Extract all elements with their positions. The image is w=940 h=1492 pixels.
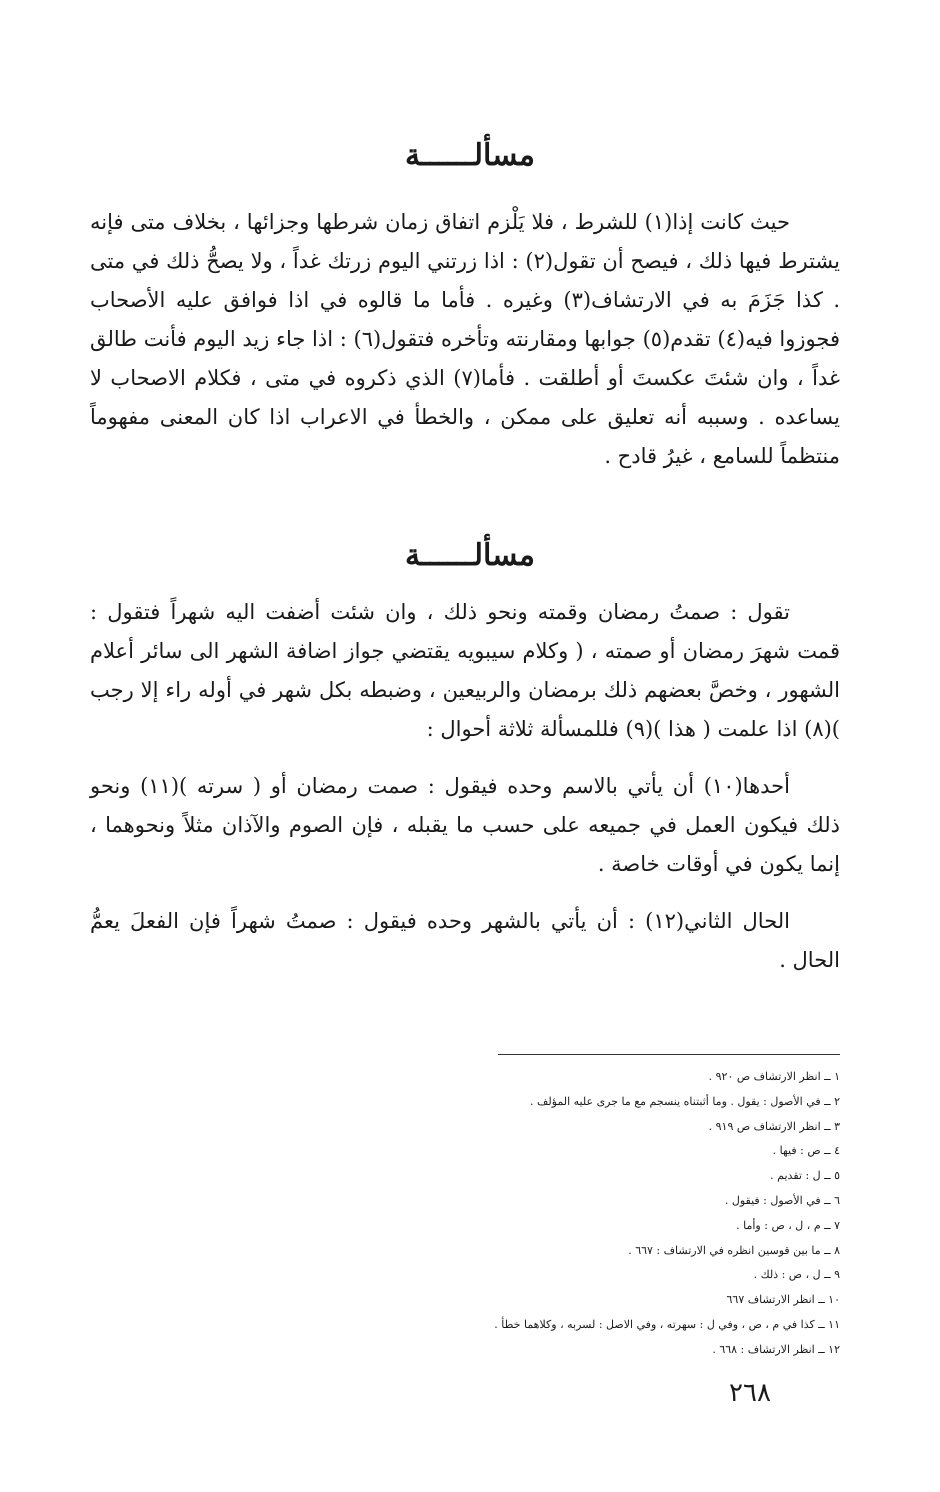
footnote: ١٠ ــ انظر الارتشاف ٦٦٧ [726,1293,840,1307]
section-2-body [90,593,840,980]
footnote: ٧ ــ م ، ل ، ص : وأما . [736,1218,840,1232]
paragraph: الحال الثاني(١٢) : أن يأتي بالشهر وحده فيقول : صمتُ شهراً فإن الفعلَ يعمُّ الحال . [90,909,840,972]
section-heading-1: مسألــــــة [405,138,535,173]
section-1-body [90,203,840,476]
footnote: ١١ ــ كذا في م ، ص ، وفي ل : سهرته ، وفي الاصل : لسربه ، وكلاهما خطأ . [494,1317,840,1331]
footnote: ٣ ــ انظر الارتشاف ص ٩١٩ . [708,1119,840,1133]
footnote: ٢ ــ في الأصول : يقول . وما أثبتناه ينسجم مع ما جرى عليه المؤلف . [529,1094,840,1108]
paragraph: أحدها(١٠) أن يأتي بالاسم وحده فيقول : صمت رمضان أو ( سرته )(١١) ونحو ذلك فيكون العمل في جميعه على حسب ما يقبله ، فإن الصوم والآذان مثلاً ونحوهما ، إنما يكون في أوقات خاصة . [90,774,840,876]
footnotes [300,1065,840,1363]
footnote: ٨ ــ ما بين قوسين انظره في الارتشاف : ٦٦٧ . [628,1243,840,1257]
footnote: ٤ ــ ص : فيها . [772,1144,840,1158]
paragraph: تقول : صمتُ رمضان وقمته ونحو ذلك ، وان شئت أضفت اليه شهراً فتقول : قمت شهرَ رمضان أو صمته ، ( وكلام سيبويه يقتضي جواز اضافة الشهر الى سائر أعلام الشهور ، وخصَّ بعضهم ذلك برمضان والربيعين ، وضبطه بكل شهر في أوله راء إلا رجب )(٨) اذا علمت ( هذا )(٩) فللمسألة ثلاثة أحوال : [90,600,840,741]
footnote: ٦ ــ في الأصول : فيقول . [724,1193,840,1207]
footnote: ٩ ــ ل ، ص : ذلك . [753,1268,840,1282]
footnote-separator [498,1054,840,1055]
footnote: ١٢ ــ انظر الارتشاف : ٦٦٨ . [712,1342,840,1356]
section-heading-2: مسألــــــة [405,538,535,573]
page-number: ٢٦٨ [729,1378,771,1408]
footnote: ٥ ــ ل : تقديم . [770,1169,840,1183]
paragraph: حيث كانت إذا(١) للشرط ، فلا يَلْزم اتفاق زمان شرطها وجزائها ، بخلاف متى فإنه يشترط فيها ذلك ، فيصح أن تقول(٢) : اذا زرتني اليوم زرتك غداً ، ولا يصحُّ ذلك في متى . كذا جَزَمَ به في الارتشاف(٣) وغيره . فأما ما قالوه في اذا فوافق عليه الأصحاب فجوزوا فيه(٤) تقدم(٥) جوابها ومقارنته وتأخره فتقول(٦) : اذا جاء زيد اليوم فأنت طالق غداً ، وان شئتَ عكستَ أو أطلقت . فأما(٧) الذي ذكروه في متى ، فكلام الاصحاب لا يساعده . وسببه أنه تعليق على ممكن ، والخطأ في الاعراب اذا كان المعنى مفهوماً منتظماً للسامع ، غيرُ قادح . [90,210,840,468]
footnote: ١ ــ انظر الارتشاف ص ٩٢٠ . [708,1070,840,1083]
